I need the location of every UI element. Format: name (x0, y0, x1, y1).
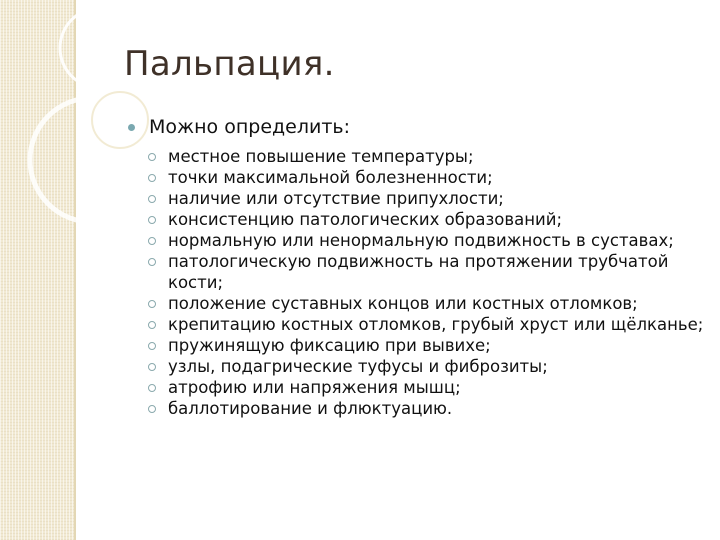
sub-bullet-list (148, 146, 714, 419)
list-item-text: пружинящую фиксацию при вывихе; (168, 336, 491, 355)
list-item-text: местное повышение температуры; (168, 147, 474, 166)
list-item-text: нормальную или ненормальную подвижность в суставах; (168, 231, 674, 250)
circle-bullet-icon (148, 153, 156, 161)
list-item (148, 251, 714, 293)
list-item (148, 335, 714, 356)
list-item (148, 293, 714, 314)
list-item (148, 146, 714, 167)
bullet-dot-icon (128, 124, 135, 131)
list-item-text: патологическую подвижность на протяжении трубчатой кости; (168, 252, 669, 292)
circle-bullet-icon (148, 384, 156, 392)
list-item (148, 209, 714, 230)
list-item (148, 188, 714, 209)
main-bullet (128, 116, 350, 138)
list-item (148, 230, 714, 251)
circle-bullet-icon (148, 174, 156, 182)
main-bullet-text: Можно определить: (149, 116, 351, 138)
circle-bullet-icon (148, 405, 156, 413)
slide-title: Пальпация. (124, 44, 335, 84)
circle-bullet-icon (148, 195, 156, 203)
circle-bullet-icon (148, 363, 156, 371)
list-item (148, 314, 714, 335)
list-item-text: положение суставных концов или костных отломков; (168, 294, 638, 313)
circle-bullet-icon (148, 258, 156, 266)
decorative-circles (0, 0, 120, 220)
list-item (148, 167, 714, 188)
list-item-text: консистенцию патологических образований; (168, 210, 563, 229)
circle-bullet-icon (148, 216, 156, 224)
circle-bullet-icon (148, 342, 156, 350)
list-item-text: наличие или отсутствие припухлости; (168, 189, 504, 208)
list-item-text: атрофию или напряжения мышц; (168, 378, 461, 397)
circle-bullet-icon (148, 237, 156, 245)
list-item-text: узлы, подагрические туфусы и фиброзиты; (168, 357, 548, 376)
list-item-text: крепитацию костных отломков, грубый хруст или щёлканье; (168, 315, 704, 334)
list-item (148, 377, 714, 398)
list-item-text: точки максимальной болезненности; (168, 168, 493, 187)
circle-bullet-icon (148, 321, 156, 329)
circle-bullet-icon (148, 300, 156, 308)
list-item (148, 398, 714, 419)
list-item-text: баллотирование и флюктуацию. (168, 399, 453, 418)
list-item (148, 356, 714, 377)
